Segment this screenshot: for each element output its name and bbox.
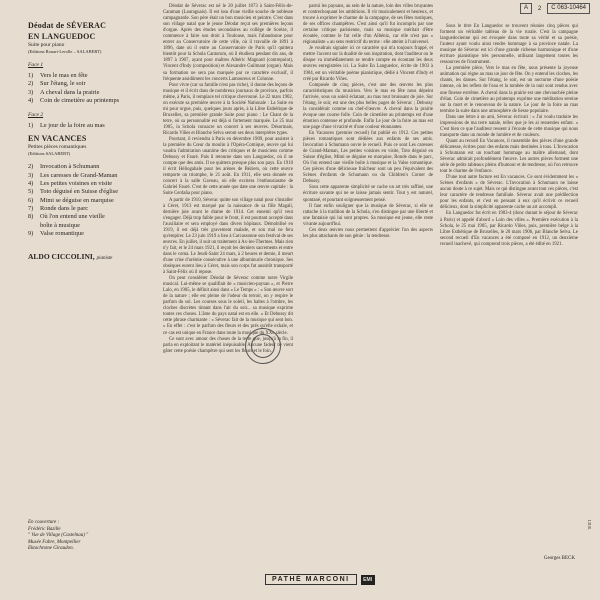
track-item (28, 230, 156, 238)
track-item (28, 188, 156, 196)
track-item (28, 197, 156, 205)
track-item (28, 80, 156, 88)
work2-publisher: (Editions SALABERT) (28, 151, 71, 157)
track-item (28, 172, 156, 180)
track-item (28, 222, 156, 230)
track-number: 8) (28, 213, 34, 221)
track-title: Les petites voisines en visite (40, 180, 113, 188)
liner-paragraph: Pour vivre (car sa famille n'est pas riche), il donne des leçons de musique et il écrit dans de nombreux journaux de province, parfois même, à Paris, il remplace tel critique chevronné. Le 22 mars 1902, on exécute sa première œuvre à la Société Nationale : La Suite en mi pour orgue, puis, quelques jours après, à la Libre Esthétique de Bruxelles, sa première grande Suite pour piano : Le Chant de la terre, où sa personnalité est déjà si fortement marquée. Le 25 mai 1905, la Schola consacre un concert à ses œuvres. Désormais, Ricardo Viñes et Blanche Selva seront ses deux interprètes types. (163, 82, 293, 136)
track-item (28, 205, 156, 213)
cover-credit-line: " Vue de Village (Castelnau) " (28, 533, 89, 538)
track-title: Valse romantique (40, 229, 84, 237)
track-number (28, 222, 40, 230)
work1-subtitle: Suite pour piano (28, 42, 65, 48)
cover-credit-line: Ektachrome Giraudon. (28, 546, 74, 551)
liner-notes-column-3 (440, 24, 578, 248)
liner-paragraph: Sous le titre En Languedoc se trouvent réunies cinq pièces qui forment un véritable tableau de la vie rurale. C'est la campagne languedocienne qui est évoquée dans toute sa vérité et sa poésie, l'auteur ayant voulu ainsi rendre hommage à sa province natale. La musique de Séverac est ici d'une grande richesse harmonique et d'une écriture pianistique très personnelle, utilisant largement toutes les ressources de l'instrument. (440, 24, 578, 66)
artist-name: ALDO CICCOLINI, (28, 252, 95, 262)
cover-credit-line: Frédéric Bazille (28, 526, 61, 532)
track-title: Invocation à Schumann (40, 163, 100, 171)
face1-tracks (28, 72, 156, 105)
label-seal-icon (245, 328, 281, 364)
catalog-prefix: 2 (537, 5, 542, 12)
track-title: Mimi se déguise en marquise (40, 196, 114, 204)
track-title: Coin de cimetière au printemps (40, 96, 120, 104)
catalog-number: C 063-10464 (547, 3, 590, 14)
artist-line (28, 252, 156, 261)
liner-notes-column-1 (163, 4, 293, 355)
liner-paragraph: Ces deux œuvres nous permettent d'apprécier l'un des aspects les plus attachants de son génie : la tendresse. (303, 227, 433, 239)
work1-title: EN LANGUEDOC (28, 32, 96, 41)
track-title: boîte à musique (40, 221, 80, 229)
track-number: 2) (28, 163, 34, 171)
track-number: 4) (28, 96, 34, 104)
track-title: Où l'on entend une vieille (40, 213, 105, 221)
track-item (28, 180, 156, 188)
track-number: 1) (28, 72, 34, 79)
face2-tracks-a (28, 122, 156, 130)
liner-paragraph: Dans une lettre à un ami, Séverac écrivait : « J'ai voulu traduire les impressions de ma terre natale, telles que je les ai ressenties enfant. » C'est bien ce que l'auditeur ressent à l'écoute de cette musique qui nous transporte dans un monde de lumière et de couleurs. (440, 114, 578, 138)
cover-credit-line: En couverture : (28, 520, 60, 525)
liner-paragraph: parmi les paysans, au sein de la nature, loin des villes bruyantes et contrechoquant les ambitions. Il vit musicalement et heureux, et trouve à exprimer le charme de la campagne, de ses fêtes rustiques, de ses offices champêtres. C'est ainsi qu'il fut incompris par une certaine critique parisienne, mais sa musique méritait d'être écoutée, comme le fut celle d'un Albéniz, car elle n'est pas « régionaliste » au sens restrictif du terme : elle atteint à l'universel. (303, 4, 433, 46)
side-print-code: I.D.R. (587, 520, 592, 530)
liner-paragraph: Quant au recueil En Vacances, il rassemble des pièces d'une grande délicatesse, écrites pour des enfants mais destinées à tous. L'Invocation à Schumann est un touchant hommage au maître allemand, dont Séverac admirait profondément l'œuvre. Les autres pièces forment une série de petits tableaux pleins d'humour et de tendresse, où l'on retrouve tout le charme de l'enfance. (440, 138, 578, 175)
track-item (28, 89, 156, 97)
track-title: Les caresses de Grand-Maman (40, 171, 118, 179)
work2-subtitle: Petites pièces romantiques (28, 144, 87, 151)
track-title: Le jour de la foire au mas (40, 122, 105, 130)
track-item (28, 213, 156, 221)
liner-paragraph: Ce sont avec amour des choses de la terre que, jusqu'à la fin, il parla en exploitant le matériel inépuisable. Aucune fadeur ne vient gâter cette poésie champêtre qui sent les fleurs et le foin. (163, 336, 293, 354)
track-item (28, 97, 156, 105)
track-listing (28, 20, 156, 261)
liner-paragraph: A partir de 1910, Séverac quitte son village natal pour s'installer à Céret, 1913 est marqué par la naissance de sa fille Magali, dernière joie avant le drame de 1914. Cet ennemi qu'il veut s'engager. Déjà trop faible pour le front, il est pourtant accepté dans l'auxiliaire et sera employé dans divers hôpitaux. Démobilisé en 1919, il est déjà très gravement malade, et son mal ne fera qu'empirer. Le 23 juin 1919 a lieu à Carcassonne son festival de ses œuvres. En juillet, il suit un traitement à Ax-les-Thermes. Mais rien n'y fait, et le 24 mars 1921, il reçoit les derniers sacrements et entre dans le coma. Le Jeudi-Saint 24 mars, à 2 heures et demie, il meurt d'une crise d'urémie consécutive à une albuminurie chronique. Ses obsèques eurent lieu à Céret, mais son corps fut aussitôt transporté à Saint-Félix où il repose. (163, 197, 293, 276)
artist-role: pianiste (96, 256, 113, 262)
track-number: 2) (28, 80, 34, 88)
liner-paragraph: On peut considérer Déodat de Séverac comme notre Virgile musical. Lui-même se qualifiait de « musicien-paysan », et Pierre Lalo, en 1905, le définit ainsi dans « Le Temps » : « Son œuvre sort de la nature ; elle est pleine de l'odeur du terroir, on y respire le parfum du sol. Les courses sous le soleil, les haltes à l'ombre, les cloches discrètes tintant dans l'air du soir... sa musique exprime toutes ces choses. L'âme du pays natal est en elle. » Et Debussy dit cette phrase charmante : « Séverac fait de la musique qui sent bon. » En effet : c'est le parfum des fleurs et des prés qu'elle exhale, et ce cas est unique en France dans toute la musique du XXe siècle. (163, 276, 294, 336)
liner-paragraph: En Vacances (premier recueil) fut publié en 1912. Ces petites pièces romantiques sont dédiées aux enfants de ses amis. Invocation à Schumann ouvre le recueil. Puis ce sont Les caresses de Grand-Maman, Les petites voisines en visite, Toto déguisé en Suisse d'église, Mimi se déguise en marquise, Ronde dans le parc, Où l'on entend une vieille boîte à musique et la Valse romantique. Ces pièces d'une délicieuse fraîcheur sont un peu l'équivalent des Scènes d'enfants de Schumann ou du Children's Corner de Debussy. (303, 130, 433, 185)
track-item (28, 163, 156, 171)
liner-paragraph: Déodat de Séverac est né le 20 juillet 1873 à Saint-Félix-de-Caraman (Lauraguais). Il est issu d'une vieille souche de noblesse campagnarde. Son père était un bon musicien et peintre. C'est dans son village natal que le jeune Déodat reçut ses premières leçons d'orgue. Après des études secondaires au collège de Sorèze, il commence à faire son droit à Toulouse, mais l'abandonne pour entrer au Conservatoire de cette ville, où il travaille de 1891 à 1896, date où il entre au Conservatoire de Paris qu'il quittera bientôt pour la Schola Cantorum, où il étudiera pendant dix ans, de 1897 à 1907, ayant pour maîtres Albéric Magnard (contrepoint), Vincent d'Indy (composition) et Alexandre Guilmant (orgue). Mais sa formation ne sera pas marquée par ce caractère exclusif, il fréquente assidûment les concerts Lamoureux et Colonne. (163, 4, 293, 82)
emi-logo: EMI (361, 575, 375, 585)
liner-paragraph: D'une tout autre facture est En vacances. Ce sont évidemment les « Scènes d'enfants » de Séverac. L'Invocation à Schumann ne laisse aucun doute à ce sujet. Mais ce qui distingue avant tout ces pièces, c'est leur caractère de tendresse familiale. Séverac avait une prédilection pour les enfants, et c'est en pensant à eux qu'il écrivit ce recueil délicieux, dont la simplicité apparente cache un art accompli. (440, 175, 578, 211)
liner-paragraph: En Languedoc fut écrit en 1903-4 (donc durant le séjour de Séverac à Paris) et appelé d'abord « Loin des villes ». Première exécution à la Schola, le 25 mai 1905, par Ricardo Viñes, puis, première belge à la Libre Esthétique de Bruxelles, le 20 mars 1906, par Blanche Selva. Le second recueil d'En vacances a été composé en 1912, un deuxième recueil inachevé, qui comprend trois pièces, a été édité en 1921. (440, 211, 578, 247)
track-title: A cheval dans la prairie (40, 88, 100, 96)
track-title: Ronde dans le parc (40, 204, 89, 212)
track-title: Vers le mas en fête (40, 72, 88, 79)
face1-label: Face 1 (28, 62, 44, 68)
side-box: A (520, 3, 532, 14)
track-number: 7) (28, 204, 34, 212)
pathe-marconi-logo: PATHÉ MARCONI (265, 574, 357, 585)
track-number: 9) (28, 229, 34, 237)
cover-credit (28, 520, 148, 553)
liner-paragraph: Pourtant, il reviendra à Paris en décembre 1909, pour assister à la première du Cœur du moulin à l'Opéra-Comique, œuvre qui lui vaudra l'admiration unanime des critiques et de musiciens comme Debussy et Fauré. Pais il retourne dans son Languedoc, où il ne compte que des amis. Il ne quittera presque plus son pays. En 1910 il écrit Héliogabale pour les arènes de Béziers, où cette œuvre remporte un triomphe, le 21 août. En 1911, elle sera donnée en concert à la salle Gaveau, où elle excitera l'enthousiasme de Gabriel Fauré. C'est de cette année que date une œuvre capitale : la Suite Cerdaña pour piano. (163, 137, 293, 197)
liner-paragraph: Composée de cinq pièces, c'est une des œuvres les plus caractéristiques du musicien. Vers le mas en fête nous dépeint l'arrivée, sous un soleil éclatant, au mas tout bruissant de joie. Sur l'étang, le soir, est une des plus belles pages de Séverac ; Debussy la considérait comme un chef-d'œuvre. A cheval dans la prairie évoque une course folle. Coin de cimetière au printemps est d'une émotion contenue et profonde. Enfin Le jour de la foire au mas est une page d'une vivacité et d'une couleur étonnantes. (303, 82, 433, 130)
work2-title: EN VACANCES (28, 134, 87, 144)
track-title: Toto déguisé en Suisse d'église (40, 188, 118, 196)
liner-paragraph: Il faut enfin souligner que la musique de Séverac, si elle se rattache à la tradition de la Schola, s'en distingue par une liberté et une fantaisie qui lui sont propres. Sa musique est jeune, elle reste vivante aujourd'hui. (303, 203, 433, 227)
track-item (28, 72, 156, 80)
cover-credit-line: Musée Fabre, Montpellier (28, 539, 81, 545)
track-number: 3) (28, 88, 34, 96)
track-number: 5) (28, 188, 34, 196)
liner-paragraph: Je voudrais signaler ici ce caractère qui m'a toujours frappé, et mettre l'accent sur la dualité de son inspiration, dont l'auditeur ou le disque va immédiatement se rendre compte en écoutant les deux œuvres enregistrées ici. La Suite En Languedoc, écrite de 1903 à 1904, est un véritable poème pianistique, dédié à Vincent d'Indy et créé par Ricardo Viñes. (303, 46, 433, 82)
liner-notes-column-2 (303, 4, 433, 240)
label-logo (265, 574, 375, 585)
composer-name: Déodat de SÉVERAC (28, 21, 107, 30)
track-item (28, 122, 156, 130)
track-number: 1) (28, 122, 34, 130)
liner-paragraph: Sous cette apparente simplicité se cache un art très raffiné, une écriture savante qui ne se laisse jamais sentir. Tout y est naturel, spontané, et pourtant soigneusement pensé. (303, 185, 433, 203)
catalog-header (520, 3, 590, 14)
track-number: 4) (28, 180, 34, 188)
track-title: Sur l'étang, le soir (40, 80, 86, 88)
author-signature: Georges BECK (543, 556, 575, 561)
track-number: 6) (28, 196, 34, 204)
work1-publisher: (Editions Rouart-Lerolle – SALABERT) (28, 49, 102, 54)
liner-paragraph: La première pièce, Vers le mas en fête, nous présente la joyeuse animation qui règne au mas un jour de fête. On y entend les cloches, les chants, les danses. Sur l'étang, le soir, est un nocturne d'une poésie intense, où les reflets de l'eau et la tombée de la nuit sont rendus avec une finesse extrême. A cheval dans la prairie est une chevauchée pleine d'élan. Coin de cimetière au printemps exprime une méditation sereine sur la mort et le renouveau de la nature. Le jour de la foire au mas termine la suite dans une atmosphère de liesse populaire. (440, 66, 578, 114)
face2-tracks-b (28, 163, 156, 238)
track-number: 3) (28, 171, 34, 179)
face2-label: Face 2 (28, 112, 44, 119)
